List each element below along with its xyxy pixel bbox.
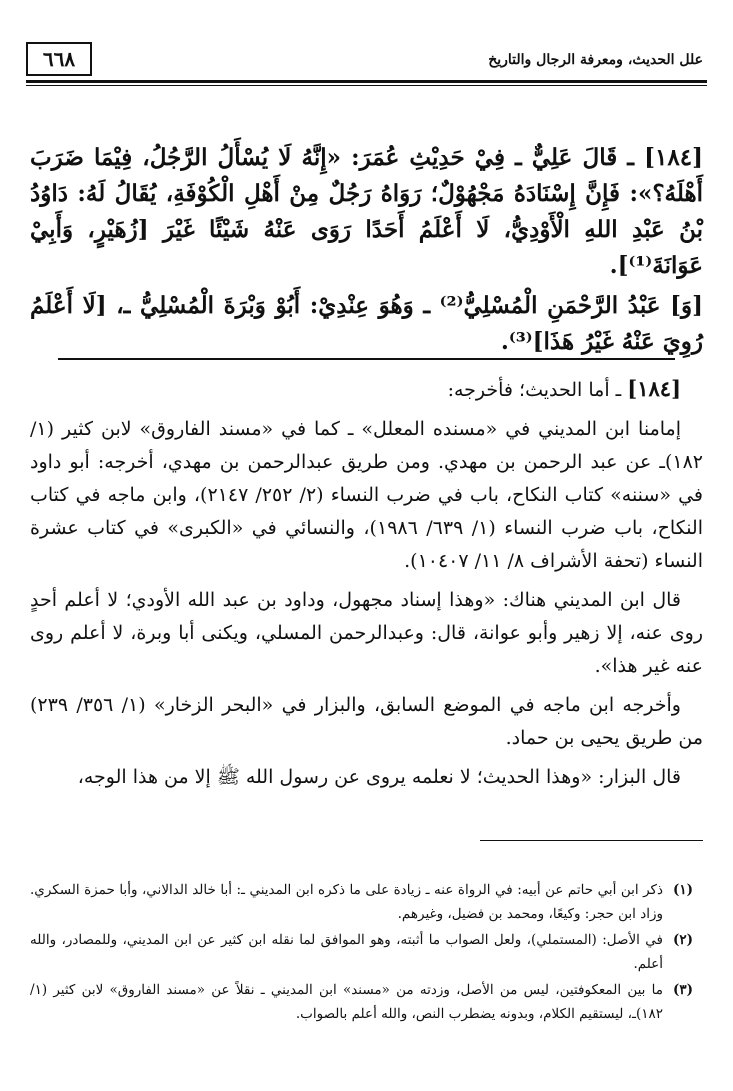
footnotes	[30, 878, 703, 1028]
commentary-paragraph-4: قال البزار: «وهذا الحديث؛ لا نعلمه يروى عن رسول الله ﷺ إلا من هذا الوجه،	[77, 766, 681, 788]
header-rule-thin	[26, 85, 707, 86]
commentary-paragraph-2: قال ابن المديني هناك: «وهذا إسناد مجهول، وداود بن عبد الله الأودي؛ لا أعلم أحدٍ روى عنه، إلا زهير وأبو عوانة، قال: وعبدالرحمن المسلي، ويكنى أبا وبرة، لا أعلم روى عنه غير هذا».	[30, 589, 703, 677]
commentary-paragraph-1: إمامنا ابن المديني في «مسنده المعلل» ـ كما في «مسند الفاروق» لابن كثير (١/ ١٨٢)ـ عن عبد الرحمن بن مهدي. ومن طريق عبدالرحمن بن مهدي، أخرجه: أبو داود في «سننه» كتاب النكاح، باب في ضرب النساء (٢/ ٢٥٢/ ٢١٤٧)، وابن ماجه في كتاب النكاح، باب ضرب النساء (١/ ٦٣٩/ ١٩٨٦)، والنسائي في «الكبرى» في كتاب عشرة النساء (تحفة الأشراف ٨/ ١١/ ١٠٤٠٧).	[30, 418, 703, 572]
commentary-paragraph-3: وأخرجه ابن ماجه في الموضع السابق، والبزار في «البحر الزخار» (١/ ٣٥٦/ ٢٣٩) من طريق يحيى بن حماد.	[30, 694, 703, 749]
commentary-lead-text: ـ أما الحديث؛ فأخرجه:	[447, 379, 622, 401]
page-header	[26, 40, 707, 86]
main-text-body-1: ـ قَالَ عَلِيٌّ ـ فِيْ حَدِيْثِ عُمَرَ: «إِنَّهُ لَا يُسْأَلُ الرَّجُلُ، فِيْمَا ضَرَبَ أَهْلَهُ؟»: فَإِنَّ إِسْنَادَهُ مَجْهُوْلٌ؛ رَوَاهُ رَجُلٌ مِنْ أَهْلِ الْكُوْفَةِ، يُقَالُ لَهُ: دَاوُدُ بْنُ عَبْدِ اللهِ الْأَوْدِيُّ، لَا أَعْلَمُ أَحَدًا رَوَى عَنْهُ شَيْئًا غَيْرَ [زُهَيْرٍ، وَأَبِيْ عَوَانَةَ⁽¹⁾].	[30, 144, 703, 279]
footnote	[30, 928, 703, 976]
footnote	[30, 878, 703, 926]
running-title: علل الحديث، ومعرفة الرجال والتاريخ	[488, 52, 703, 68]
main-text-paragraph-1	[30, 140, 703, 284]
footnote-number: (١)	[672, 882, 694, 898]
commentary-number: [١٨٤]	[627, 376, 681, 401]
footnote	[30, 978, 703, 1026]
section-divider	[58, 358, 675, 360]
footnote-text: في الأصل: (المستملي)، ولعل الصواب ما أثبته، وهو الموافق لما نقله ابن كثير عن ابن المديني، وللمصادر، والله أعلم.	[30, 932, 663, 972]
main-text-paragraph-2: [وَ] عَبْدُ الرَّحْمَنِ الْمُسْلِيُّ⁽²⁾ ـ وَهُوَ عِنْدِيْ: أَبُوْ وَبْرَةَ الْمُسْلِيُّ ـ، [لَا أَعْلَمُ رُوِيَ عَنْهُ غَيْرُ هَذَا]⁽³⁾.	[30, 292, 703, 355]
entry-number: [١٨٤]	[644, 144, 703, 171]
footnote-text: ذكر ابن أبي حاتم عن أبيه: في الرواة عنه ـ زيادة على ما ذكره ابن المديني ـ: أبا خالد الدالاني، وأبا حمزة السكري. وزاد ابن حجر: وكيعًا، ومحمد بن فضيل، وغيرهم.	[30, 882, 663, 922]
page-number: ٦٦٨	[26, 42, 92, 76]
footnote-divider	[480, 840, 703, 841]
commentary	[30, 372, 703, 800]
commentary-lead	[30, 372, 703, 407]
footnote-number: (٢)	[672, 932, 694, 948]
main-text	[30, 140, 703, 364]
footnote-text: ما بين المعكوفتين، ليس من الأصل، وزدته من «مسند» ابن المديني ـ نقلاً عن «مسند الفاروق» لابن كثير (١/ ١٨٢)ـ، ليستقيم الكلام، وبدونه يضطرب النص، والله أعلم بالصواب.	[30, 982, 663, 1022]
footnote-number: (٣)	[672, 982, 694, 998]
header-rule-thick	[26, 80, 707, 83]
